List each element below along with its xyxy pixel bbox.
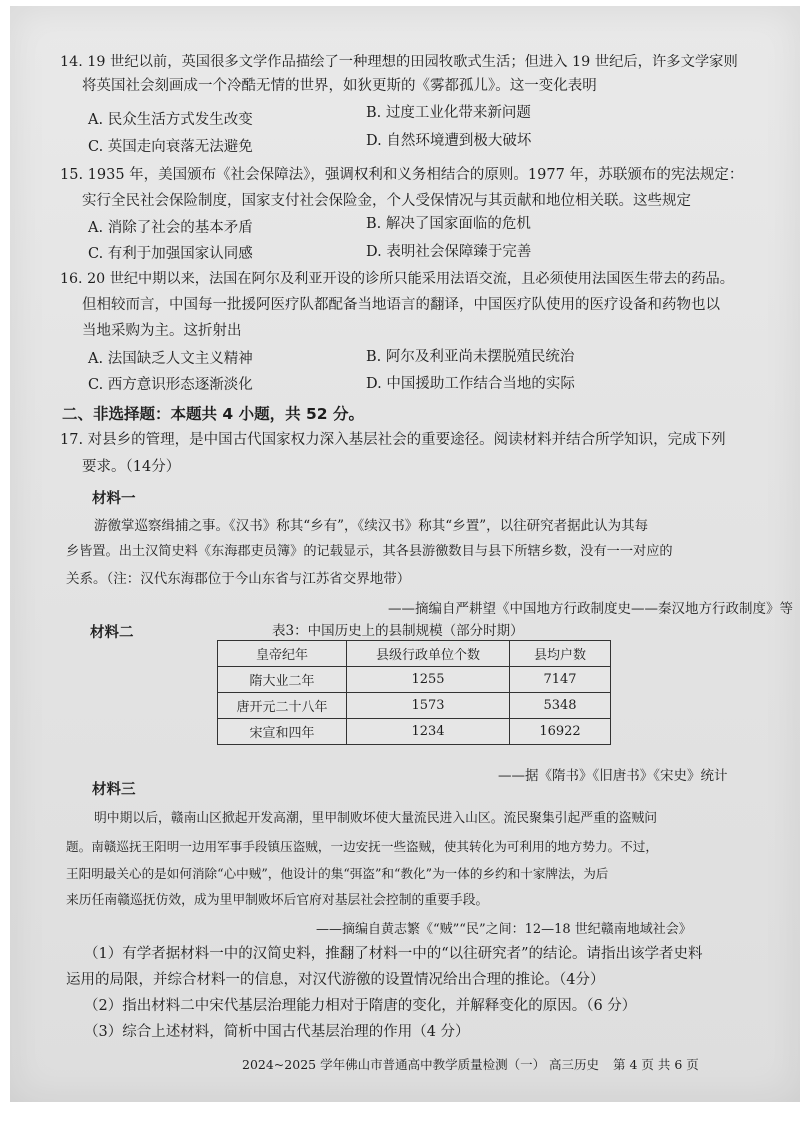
- table-cell: 宋宣和四年: [218, 719, 347, 745]
- table-cell: 1234: [347, 719, 510, 745]
- q17-task-1: （1）有学者据材料一中的汉简史料，推翻了材料一中的“以往研究者”的结论。请指出该学者史料: [84, 946, 703, 962]
- material-2-source: ——据《隋书》《旧唐书》《宋史》统计: [498, 768, 728, 784]
- q14-option-a: A. 民众生活方式发生改变: [88, 112, 253, 128]
- material-3-line: 题。南赣巡抚王阳明一边用军事手段镇压盗贼，一边安抚一些盗贼，使其转化为可利用的地方势力。不过，: [66, 839, 658, 854]
- q15-stem-line1: 15. 1935 年，美国颁布《社会保障法》，强调权利和义务相结合的原则。1977 年，苏联颁布的宪法规定：: [60, 167, 744, 183]
- table-header: 皇帝纪年: [218, 641, 347, 667]
- q16-option-d: D. 中国援助工作结合当地的实际: [366, 376, 575, 392]
- q14-option-b: B. 过度工业化带来新问题: [366, 105, 531, 121]
- section-heading: 二、非选择题：本题共 4 小题，共 52 分。: [62, 405, 364, 423]
- table-cell: 16922: [510, 719, 611, 745]
- table-row: [218, 693, 611, 719]
- q16-option-a: A. 法国缺乏人文主义精神: [88, 351, 253, 367]
- q17-task-1-cont: 运用的局限，并综合材料一的信息，对汉代游徼的设置情况给出合理的推论。（4分）: [66, 972, 605, 988]
- q17-stem-line1: 17. 对县乡的管理，是中国古代国家权力深入基层社会的重要途径。阅读材料并结合所学知识，完成下列: [60, 432, 726, 448]
- table-caption: 表3：中国历史上的县制规模（部分时期）: [272, 623, 524, 639]
- table-header: 县级行政单位个数: [347, 641, 510, 667]
- q15-option-d: D. 表明社会保障臻于完善: [366, 244, 532, 260]
- table-cell: 唐开元二十八年: [218, 693, 347, 719]
- material-1-label: 材料一: [92, 491, 136, 507]
- q15-option-a: A. 消除了社会的基本矛盾: [88, 220, 253, 236]
- table-row: [218, 719, 611, 745]
- material-3-line: 王阳明最关心的是如何消除“心中贼”，他设计的集“弭盗”和“教化”为一体的乡约和十家牌法，为后: [66, 866, 609, 881]
- table-cell: 隋大业二年: [218, 667, 347, 693]
- q15-option-b: B. 解决了国家面临的危机: [366, 216, 531, 232]
- q16-option-c: C. 西方意识形态逐渐淡化: [88, 377, 253, 393]
- page-number: 第 4 页 共 6 页: [613, 1057, 699, 1072]
- q16-stem-line3: 当地采购为主。这折射出: [82, 323, 242, 339]
- q15-stem-line2: 实行全民社会保险制度，国家支付社会保险金，个人受保情况与其贡献和地位相关联。这些规定: [82, 193, 691, 209]
- q14-stem-line2: 将英国社会刻画成一个冷酷无情的世界，如狄更斯的《雾都孤儿》。这一变化表明: [82, 78, 597, 94]
- material-1-line: 关系。（注：汉代东海郡位于今山东省与江苏省交界地带）: [66, 571, 411, 587]
- q16-option-b: B. 阿尔及利亚尚未摆脱殖民统治: [366, 349, 575, 365]
- q16-stem-line2: 但相较而言，中国每一批援阿医疗队都配备当地语言的翻译，中国医疗队使用的医疗设备和药物也以: [82, 297, 720, 313]
- q17-task-2: （2）指出材料二中宋代基层治理能力相对于隋唐的变化，并解释变化的原因。（6 分）: [84, 998, 637, 1014]
- table-cell: 7147: [510, 667, 611, 693]
- table-cell: 1255: [347, 667, 510, 693]
- q17-task-3: （3）综合上述材料，简析中国古代基层治理的作用（4 分）: [84, 1024, 470, 1040]
- material-3-line: 明中期以后，赣南山区掀起开发高潮，里甲制败坏使大量流民进入山区。流民聚集引起严重的盗贼问: [94, 811, 658, 826]
- table-row: [218, 667, 611, 693]
- table-cell: 5348: [510, 693, 611, 719]
- q14-option-c: C. 英国走向衰落无法避免: [88, 139, 253, 155]
- material-1-source: ——摘编自严耕望《中国地方行政制度史——秦汉地方行政制度》等: [388, 601, 793, 617]
- table-header-row: [218, 641, 611, 667]
- material-2-label: 材料二: [90, 625, 134, 641]
- material-1-line: 游徼掌巡察缉捕之事。《汉书》称其“乡有”，《续汉书》称其“乡置”，以往研究者据此认为其每: [94, 518, 649, 534]
- q17-stem-line2: 要求。（14分）: [82, 459, 181, 475]
- q15-option-c: C. 有利于加强国家认同感: [88, 246, 253, 262]
- page-footer: [242, 1055, 709, 1073]
- material-3-line: 来历任南赣巡抚仿效，成为里甲制败坏后官府对基层社会控制的重要手段。: [66, 893, 489, 908]
- table-cell: 1573: [347, 693, 510, 719]
- q14-option-d: D. 自然环境遭到极大破坏: [366, 133, 532, 149]
- q14-stem-line1: 14. 19 世纪以前，英国很多文学作品描绘了一种理想的田园牧歌式生活；但进入 19 世纪后，许多文学家则: [60, 54, 738, 70]
- county-scale-table: [217, 640, 611, 745]
- table-header: 县均户数: [510, 641, 611, 667]
- material-1-line: 乡皆置。出土汉简史料《东海郡吏员簿》的记载显示，其各县游徼数目与县下所辖乡数，没有一一对应的: [66, 544, 673, 559]
- exam-title: 2024~2025 学年佛山市普通高中教学质量检测（一） 高三历史: [242, 1057, 600, 1072]
- material-3-source: ——摘编自黄志繁《“贼”“民”之间：12—18 世纪赣南地域社会》: [316, 922, 692, 937]
- q16-stem-line1: 16. 20 世纪中期以来，法国在阿尔及利亚开设的诊所只能采用法语交流，且必须使用法国医生带去的药品。: [60, 271, 734, 287]
- material-3-label: 材料三: [92, 782, 136, 798]
